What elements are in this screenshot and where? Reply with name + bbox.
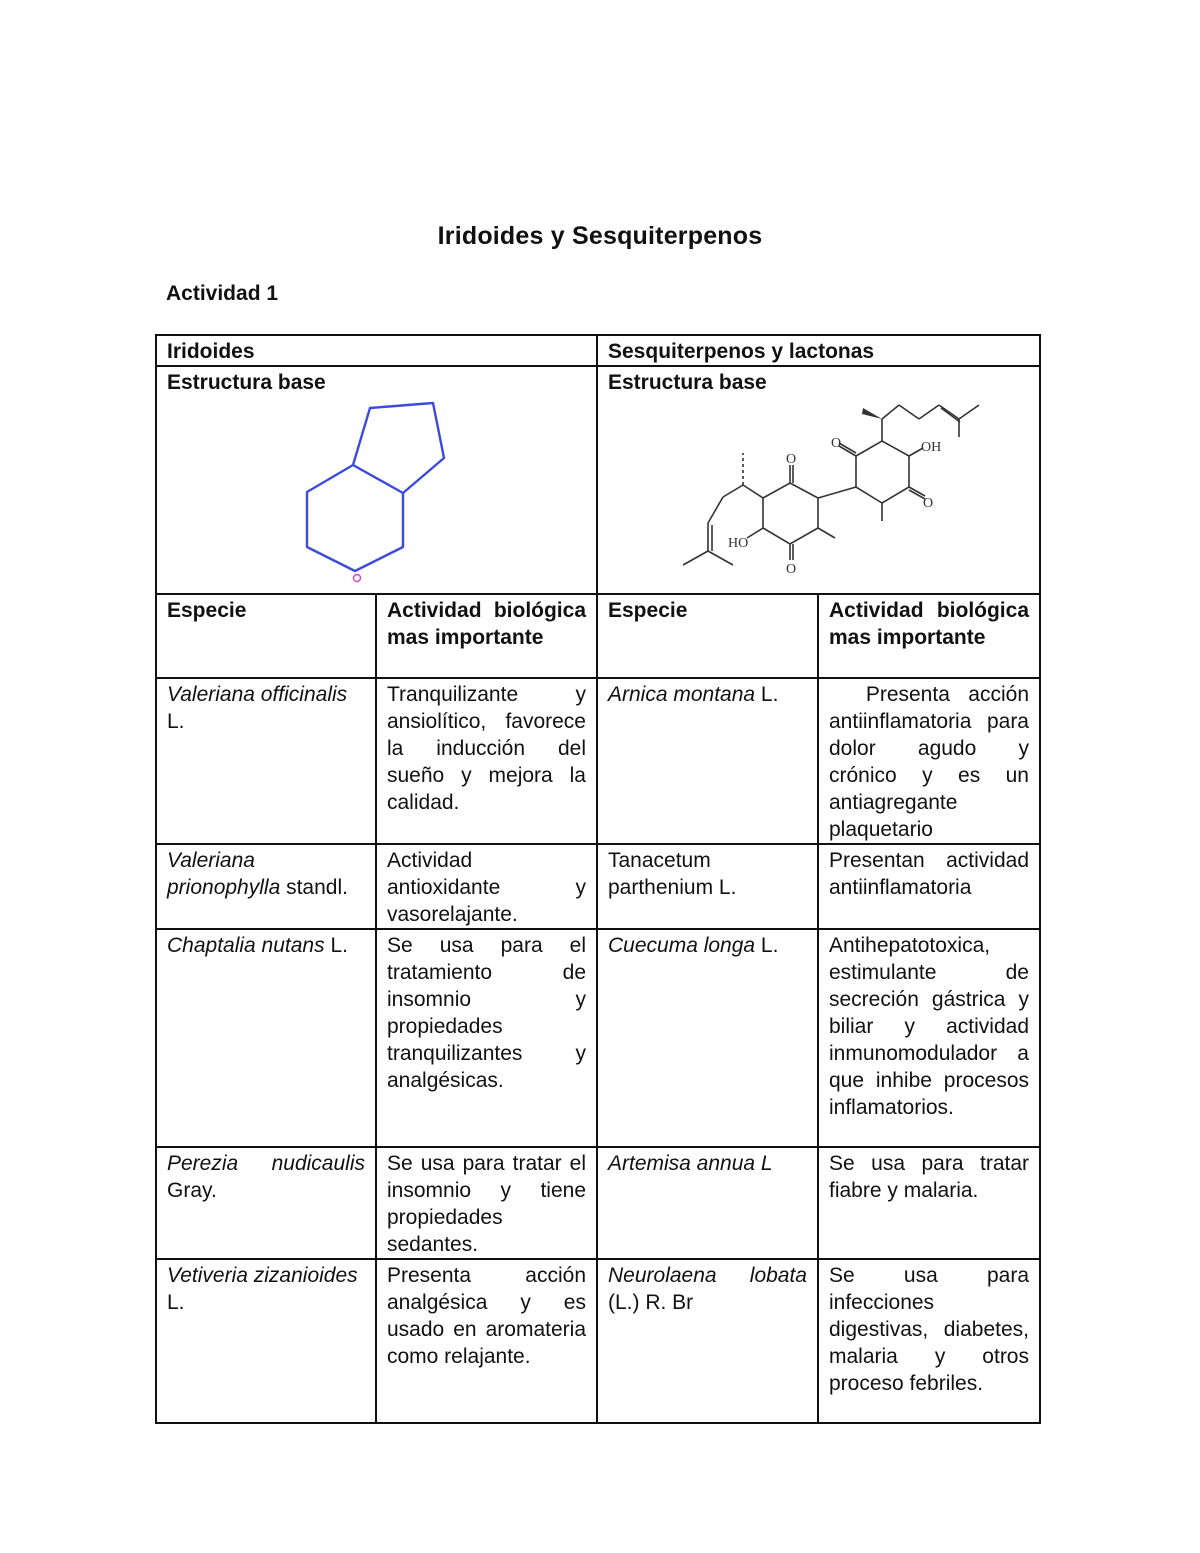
species-author: (L.) R. Br: [608, 1291, 694, 1314]
right-activity-cell: Presentan actividad antiinflamatoria: [818, 844, 1040, 929]
page-title: Iridoides y Sesquiterpenos: [437, 222, 763, 250]
structure-row: [156, 366, 1040, 594]
left-activity-cell: Se usa para el tratamiento de insomnio y propiedades tranquilizantes y analgésicas.: [376, 929, 597, 1147]
species-author: L.: [324, 934, 348, 957]
species-column-header: Especie: [156, 594, 376, 678]
species-author: L.: [755, 683, 779, 706]
iridoides-header: Iridoides: [156, 335, 597, 366]
activity-heading: Actividad 1: [166, 282, 279, 305]
right-activity-cell: Se usa para tratar fiabre y malaria.: [818, 1147, 1040, 1259]
species-author: L.: [167, 710, 185, 733]
species-name: Perezia nudicaulis: [167, 1152, 365, 1175]
header-row: [156, 335, 1040, 366]
table-row: [156, 844, 1040, 929]
species-name: Valeriana officinalis: [167, 683, 348, 706]
right-species-cell: [597, 678, 818, 844]
left-activity-cell: Tranquilizante y ansiolítico, favorece la inducción del sueño y mejora la calidad.: [376, 678, 597, 844]
species-name: Artemisa annua L: [608, 1152, 773, 1175]
left-activity-cell: Presenta acción analgésica y es usado en aromateria como relajante.: [376, 1259, 597, 1423]
sesquiterpene-structure-cell: [597, 366, 1040, 594]
left-species-cell: [156, 929, 376, 1147]
sesquiterpenos-header: Sesquiterpenos y lactonas: [597, 335, 1040, 366]
table-row: [156, 678, 1040, 844]
oxygen-label: O: [831, 436, 842, 451]
iridoid-structure-cell: [156, 366, 597, 594]
sesquiterpene-quinone-icon: [673, 393, 983, 593]
species-name: Chaptalia nutans: [167, 934, 325, 957]
right-species-cell: [597, 844, 818, 929]
species-name: Valeriana prionophylla: [167, 849, 281, 899]
left-species-cell: [156, 1259, 376, 1423]
left-species-cell: [156, 844, 376, 929]
left-activity-cell: Actividad antioxidante y vasorelajante.: [376, 844, 597, 929]
structure-label-right: Estructura base: [608, 371, 767, 394]
oxygen-label: O: [923, 496, 934, 511]
species-name: Neurolaena lobata: [608, 1264, 807, 1287]
oxygen-label: O: [786, 452, 797, 467]
right-activity-cell: Presenta acción antiinflamatoria para dolor agudo y crónico y es un antiagregante plaquetario: [818, 678, 1040, 844]
species-name: Vetiveria zizanioides: [167, 1264, 358, 1287]
column-header-row: [156, 594, 1040, 678]
species-name: Arnica montana: [608, 683, 756, 706]
species-author: L.: [167, 1291, 185, 1314]
species-name: Cuecuma longa: [608, 934, 756, 957]
comparison-table: [155, 334, 1041, 1424]
structure-label: Estructura base: [167, 371, 326, 394]
left-species-cell: [156, 1147, 376, 1259]
iridoid-skeleton-icon: [297, 395, 497, 594]
species-column-header-right: Especie: [597, 594, 818, 678]
left-species-cell: [156, 678, 376, 844]
species-author: Gray.: [167, 1179, 217, 1202]
left-activity-cell: Se usa para tratar el insomnio y tiene propiedades sedantes.: [376, 1147, 597, 1259]
oxygen-label: O: [786, 562, 797, 577]
species-author: L.: [755, 934, 779, 957]
right-activity-cell: Se usa para infecciones digestivas, diabetes, malaria y otros proceso febriles.: [818, 1259, 1040, 1423]
table-row: [156, 1259, 1040, 1423]
table-row: [156, 1147, 1040, 1259]
activity-column-header: Actividad biológica mas importante: [376, 594, 597, 678]
table-row: [156, 929, 1040, 1147]
right-species-cell: [597, 1259, 818, 1423]
activity-column-header-right: Actividad biológica mas importante: [818, 594, 1040, 678]
species-author: standl.: [280, 876, 348, 899]
right-species-cell: [597, 929, 818, 1147]
species-author: Tanacetum parthenium L.: [608, 849, 737, 899]
hydroxyl-label: OH: [921, 440, 942, 455]
right-species-cell: [597, 1147, 818, 1259]
hydroxyl-label: HO: [728, 536, 749, 551]
right-activity-cell: Antihepatotoxica, estimulante de secreción gástrica y biliar y actividad inmunomodulador a que inhibe procesos inflamatorios.: [818, 929, 1040, 1147]
